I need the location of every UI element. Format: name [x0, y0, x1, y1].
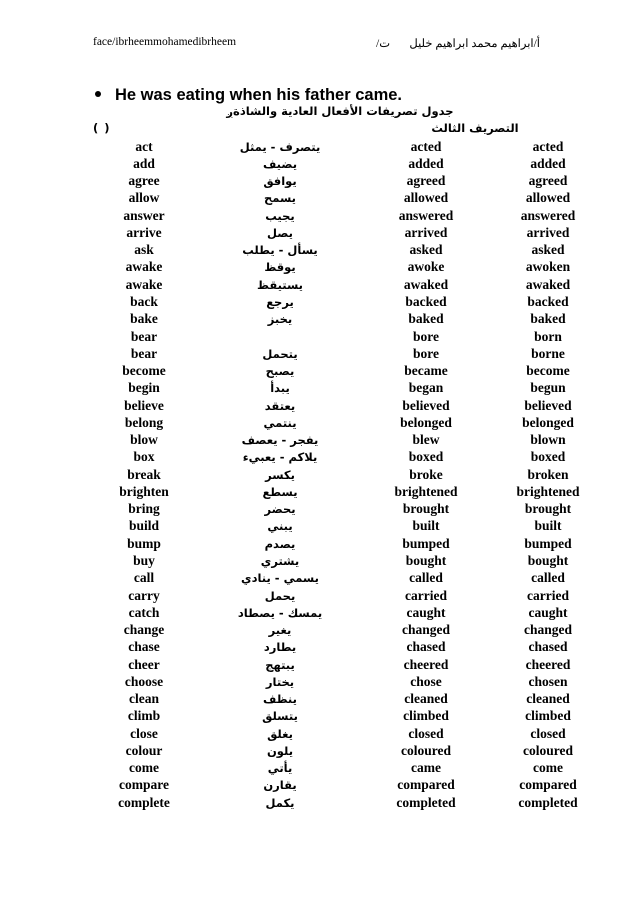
verb-past-participle-cell: caught: [528, 604, 568, 620]
verb-past-cell: acted: [410, 138, 442, 154]
verb-base-cell: bear: [130, 328, 158, 344]
header-author-name: أ/ابراهيم محمد ابراهيم خليل: [409, 38, 540, 50]
verb-past-participle-cell: chased: [528, 639, 568, 655]
verb-past-cell: bought: [405, 553, 447, 568]
verb-meaning-cell: يصدم: [264, 536, 296, 551]
verb-past-participle-cell: cheered: [525, 656, 571, 672]
table-row: [98, 725, 614, 742]
table-row: [98, 380, 614, 397]
verb-meaning-cell: يتسلق: [262, 709, 298, 724]
verb-base-cell: climb: [127, 708, 161, 724]
verb-past-participle-cell: called: [531, 570, 565, 586]
verb-meaning-cell: ينتمي: [263, 415, 297, 430]
verb-base-cell: come: [129, 760, 159, 776]
table-row: [98, 362, 614, 379]
verb-base-cell: bring: [128, 501, 160, 517]
verb-past-cell: changed: [401, 622, 450, 638]
table-row: [98, 656, 614, 673]
verb-past-participle-cell: coloured: [523, 742, 573, 758]
table-row: [98, 621, 614, 638]
table-row: [98, 224, 614, 241]
verb-meaning-cell: يبتهج: [265, 657, 295, 672]
verb-past-cell: believed: [402, 397, 450, 413]
verb-past-cell: broke: [409, 466, 443, 482]
verb-base-cell: answer: [123, 207, 165, 223]
verb-meaning-cell: يصل: [267, 225, 293, 240]
verb-past-participle-cell: become: [526, 363, 570, 379]
verb-meaning-cell: يحمل: [264, 588, 296, 603]
verb-past-participle-cell: bumped: [524, 535, 572, 551]
verb-past-participle-cell: brought: [524, 501, 572, 517]
table-row: [98, 535, 614, 552]
verb-past-cell: closed: [408, 725, 444, 741]
verb-base-cell: clean: [129, 691, 159, 707]
verb-meaning-cell: يكسر: [265, 467, 295, 482]
verb-past-participle-cell: carried: [527, 587, 569, 603]
bullet-icon: [95, 91, 101, 97]
verb-past-participle-cell: bought: [527, 553, 569, 568]
verb-base-cell: blow: [130, 432, 158, 448]
verb-past-cell: brought: [402, 501, 450, 517]
verb-meaning-cell: يفجر - يعصف: [241, 433, 319, 448]
table-row: [98, 518, 614, 535]
verb-base-cell: chase: [128, 639, 160, 655]
verb-past-cell: awaked: [403, 276, 449, 292]
verb-meaning-cell: يحضر: [264, 502, 296, 517]
verb-past-participle-cell: come: [533, 760, 563, 776]
verb-meaning-cell: يوافق: [263, 174, 297, 189]
table-row: [98, 501, 614, 518]
verb-past-participle-cell: acted: [532, 138, 564, 154]
table-row: [98, 173, 614, 190]
verb-meaning-cell: يختار: [265, 674, 295, 689]
verb-past-cell: called: [409, 570, 443, 586]
verb-meaning-cell: يكمل: [265, 795, 295, 810]
verb-past-cell: cleaned: [404, 691, 448, 707]
verb-past-cell: baked: [408, 311, 444, 327]
verb-base-cell: allow: [128, 190, 160, 206]
verb-base-cell: become: [122, 363, 166, 379]
verb-meaning-cell: يصبح: [265, 364, 295, 379]
table-row: [98, 708, 614, 725]
table-row: [98, 311, 614, 328]
verb-table: [98, 138, 614, 811]
verb-base-cell: begin: [128, 380, 160, 396]
table-row: [98, 587, 614, 604]
verb-meaning-cell: يلون: [266, 743, 294, 758]
column-header-third-form: التصريف الثالث: [431, 121, 519, 135]
table-row: [98, 414, 614, 431]
verb-past-cell: brightened: [394, 483, 458, 499]
verb-base-cell: agree: [128, 173, 160, 189]
verb-base-cell: belong: [124, 414, 164, 430]
verb-meaning-cell: يسأل - يطلب: [242, 243, 318, 258]
verb-past-cell: coloured: [401, 742, 451, 758]
verb-past-participle-cell: arrived: [526, 224, 570, 240]
verb-meaning-cell: يتصرف - يمثل: [239, 139, 321, 154]
table-row: [98, 138, 614, 155]
verb-meaning-cell: يقارن: [263, 778, 297, 793]
verb-past-cell: bore: [413, 328, 439, 344]
verb-past-cell: arrived: [404, 224, 448, 240]
verb-base-cell: bake: [130, 311, 158, 327]
verb-meaning-cell: يغير: [268, 623, 292, 638]
verb-meaning-cell: يسمح: [263, 191, 297, 206]
verb-base-cell: awake: [125, 276, 163, 292]
verb-base-cell: compare: [119, 777, 169, 793]
verb-past-participle-cell: backed: [527, 294, 569, 310]
verb-base-cell: box: [133, 449, 155, 465]
verb-past-participle-cell: added: [530, 155, 566, 171]
verb-past-participle-cell: answered: [520, 207, 576, 223]
verb-meaning-cell: يسطع: [262, 484, 298, 499]
verb-past-participle-cell: broken: [527, 466, 569, 482]
verb-base-cell: build: [128, 518, 160, 534]
verb-past-cell: caught: [406, 604, 446, 620]
verb-past-cell: belonged: [400, 414, 452, 430]
verb-past-cell: chased: [406, 639, 446, 655]
verb-past-cell: added: [408, 155, 444, 171]
verb-past-cell: came: [411, 760, 441, 776]
verb-past-participle-cell: awaked: [525, 276, 571, 292]
verb-past-participle-cell: changed: [523, 622, 572, 638]
table-row: [98, 242, 614, 259]
header-phone-label: ت/: [376, 38, 391, 50]
table-row: [98, 207, 614, 224]
verb-past-participle-cell: climbed: [525, 708, 571, 724]
table-row: [98, 155, 614, 172]
verb-meaning-cell: يلاكم - يعبيء: [242, 450, 318, 465]
verb-meaning-cell: يبني: [267, 519, 293, 534]
verb-meaning-cell: يتحمل: [262, 346, 298, 361]
verb-base-cell: ask: [134, 242, 154, 258]
verb-base-cell: complete: [118, 794, 170, 810]
verb-base-cell: break: [127, 466, 161, 482]
table-row: [98, 483, 614, 500]
verb-meaning-cell: [190, 328, 370, 345]
verb-base-cell: call: [133, 570, 155, 586]
table-row: [98, 742, 614, 759]
column-header-left: ( ): [93, 121, 111, 135]
example-sentence-text: He was eating when his father came.: [115, 86, 403, 104]
verb-past-participle-cell: allowed: [525, 190, 571, 206]
verb-past-participle-cell: closed: [530, 725, 566, 741]
verb-base-cell: arrive: [126, 224, 162, 240]
table-row: [98, 552, 614, 569]
verb-base-cell: awake: [125, 259, 163, 275]
verb-meaning-cell: ينظف: [263, 692, 297, 707]
verb-base-cell: change: [123, 622, 165, 638]
verb-past-cell: boxed: [408, 449, 444, 465]
verb-past-cell: completed: [396, 794, 456, 810]
verb-past-cell: agreed: [406, 173, 446, 189]
table-row: [98, 760, 614, 777]
verb-base-cell: catch: [128, 604, 160, 620]
verb-base-cell: back: [130, 294, 158, 310]
table-row: [98, 673, 614, 690]
verb-past-participle-cell: asked: [531, 242, 565, 258]
table-row: [98, 691, 614, 708]
table-row: [98, 432, 614, 449]
example-sentence: [95, 86, 555, 106]
table-row: [98, 466, 614, 483]
verb-meaning-cell: يرجع: [266, 295, 294, 310]
verb-meaning-cell: يستيقظ: [257, 277, 303, 292]
verb-past-cell: awoke: [407, 259, 445, 275]
verb-base-cell: buy: [133, 553, 155, 568]
verb-past-participle-cell: boxed: [530, 449, 566, 465]
verb-past-participle-cell: chosen: [528, 673, 568, 689]
verb-meaning-cell: يبدأ: [270, 381, 290, 396]
verb-past-participle-cell: begun: [530, 380, 566, 396]
verb-meaning-cell: يوقظ: [264, 260, 296, 275]
verb-past-participle-cell: built: [534, 518, 562, 534]
verb-base-cell: brighten: [119, 483, 169, 499]
verb-past-participle-cell: compared: [519, 777, 577, 793]
table-row: [98, 639, 614, 656]
verb-meaning-cell: يغلق: [267, 726, 293, 741]
verb-meaning-cell: يجيب: [265, 208, 295, 223]
verb-past-participle-cell: belonged: [522, 414, 574, 430]
verb-past-cell: allowed: [403, 190, 449, 206]
verb-base-cell: cheer: [128, 656, 160, 672]
verb-past-participle-cell: brightened: [516, 483, 580, 499]
verb-past-participle-cell: agreed: [528, 173, 568, 189]
verb-past-cell: blew: [412, 432, 440, 448]
verb-meaning-cell: يطارد: [263, 640, 297, 655]
verb-past-cell: built: [412, 518, 440, 534]
table-row: [98, 449, 614, 466]
verb-meaning-cell: يشتري: [260, 554, 300, 568]
verb-base-cell: bear: [130, 345, 158, 361]
verb-base-cell: colour: [125, 742, 163, 758]
table-row: [98, 293, 614, 310]
verb-base-cell: add: [133, 155, 155, 171]
verb-base-cell: bump: [127, 535, 161, 551]
verb-past-cell: carried: [405, 587, 447, 603]
table-row: [98, 345, 614, 362]
verb-meaning-cell: يخبز: [267, 312, 293, 327]
verb-past-participle-cell: cleaned: [526, 691, 570, 707]
verb-table-body: [98, 138, 614, 811]
table-row: [98, 190, 614, 207]
table-title: جدول تصريفات الأفعال العادية والشاذةږ: [226, 104, 454, 118]
table-row: [98, 328, 614, 345]
table-row: [98, 259, 614, 276]
verb-meaning-cell: يضيف: [262, 156, 298, 171]
table-row: [98, 570, 614, 587]
verb-past-cell: bore: [413, 345, 439, 361]
verb-meaning-cell: يعتقد: [264, 398, 296, 413]
verb-past-cell: chose: [410, 673, 442, 689]
verb-past-cell: compared: [397, 777, 455, 793]
page-header: [0, 36, 638, 52]
verb-meaning-cell: يمسك - يصطاد: [237, 605, 323, 620]
table-row: [98, 397, 614, 414]
verb-meaning-cell: يسمي - ينادي: [241, 571, 319, 586]
verb-base-cell: believe: [124, 397, 164, 413]
verb-past-participle-cell: awoken: [525, 259, 571, 275]
verb-past-participle-cell: blown: [530, 432, 566, 448]
table-row: [98, 794, 614, 811]
verb-base-cell: act: [135, 138, 153, 154]
verb-past-cell: cheered: [403, 656, 449, 672]
verb-base-cell: close: [130, 725, 158, 741]
verb-past-cell: backed: [405, 294, 447, 310]
verb-past-participle-cell: believed: [524, 397, 572, 413]
verb-past-participle-cell: baked: [530, 311, 566, 327]
verb-past-cell: climbed: [403, 708, 449, 724]
verb-past-participle-cell: borne: [531, 345, 565, 361]
verb-meaning-cell: يأتي: [267, 761, 293, 776]
header-author-handle: face/ibrheemmohamedibrheem: [93, 36, 237, 48]
verb-past-participle-cell: born: [534, 328, 562, 344]
verb-past-cell: asked: [409, 242, 443, 258]
verb-base-cell: choose: [124, 673, 164, 689]
table-row: [98, 604, 614, 621]
table-row: [98, 276, 614, 293]
verb-past-cell: became: [404, 363, 448, 379]
verb-past-cell: answered: [398, 207, 454, 223]
verb-past-cell: bumped: [402, 535, 450, 551]
verb-past-participle-cell: completed: [518, 794, 578, 810]
verb-past-cell: began: [408, 380, 444, 396]
verb-base-cell: carry: [128, 587, 160, 603]
table-row: [98, 777, 614, 794]
